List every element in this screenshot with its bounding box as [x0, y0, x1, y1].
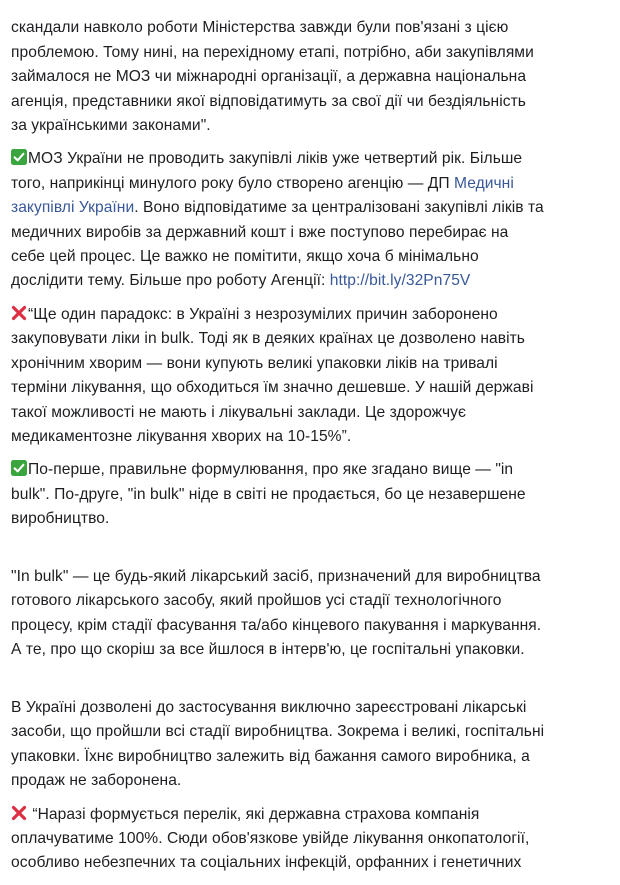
paragraph-text: В Україні дозволені до застосування виключно зареєстровані лікарські засоби, що пройшли всі стадії виробництва. Зокрема і великі, госпітальні упаковки. Їхнє виробництво залежить від бажання самого виробника, а продаж не заборонена.: [11, 698, 545, 790]
post-paragraph: [11, 672, 611, 794]
post-paragraph: [11, 803, 611, 876]
paragraph-text: . Воно відповідатиме за централізовані закупівлі ліків та медичних виробів за державний кошт і вже поступово перебирає на себе цей процес. Це важко не помітити, якщо хоча б мінімально дослідити тему. Більше про роботу Агенції:: [11, 199, 544, 290]
cross-mark-icon: [11, 305, 27, 321]
post-paragraph: [11, 541, 611, 663]
paragraph-text: По-перше, правильне формулювання, про яке згадано вище — "in bulk". По-друге, "in bulk" ніде в світі не продається, бо це незавершене виробництво.: [11, 461, 526, 528]
check-mark-icon: [11, 460, 27, 476]
post-paragraph: [11, 458, 611, 531]
post-paragraph: [11, 147, 611, 293]
agency-link[interactable]: Медичні закупівлі України: [11, 174, 514, 217]
paragraph-text: скандали навколо роботи Міністерства завжди були пов'язані з цією проблемою. Тому нині, на перехідному етапі, потрібно, аби закупівлями займалося не МОЗ чи міжнародні організації, а державна національна агенція, представники якої відповідатимуть за свої дії чи бездіяльність за українськими законами".: [11, 19, 534, 135]
paragraph-text: “Ще один парадокс: в Україні з незрозумілих причин заборонено закуповувати ліки in bulk. Тоді як в деяких країнах це дозволено навіть хронічним хворим — вони купують великі упаковки ліків на тривалі терміни лікування, що обходиться їм значно дешевше. У нашій державі такої можливості не мають і лікувальні заклади. Це здорожчує медикаментозне лікування хворих на 10-15%”.: [11, 305, 534, 445]
post-paragraph: [11, 0, 611, 138]
cross-mark-icon: [11, 805, 27, 821]
agency-info-url-link[interactable]: http://bit.ly/32Pn75V: [329, 272, 471, 290]
paragraph-text: МОЗ України не проводить закупівлі ліків уже четвертий рік. Більше того, наприкінці минулого року було створено агенцію — ДП: [11, 150, 523, 192]
check-mark-icon: [11, 149, 27, 165]
paragraph-text: “Наразі формується перелік, які державна страхова компанія оплачуватиме 100%. Сюди обов'язкове увійде лікування онкопатології, особливо небезпечних та соціальних інфекцій, орфанних і генетичних: [11, 805, 530, 872]
paragraph-text: "In bulk" — це будь-який лікарський засіб, призначений для виробництва готового лікарського засобу, який пройшов усі стадії технологічного процесу, крім стадії фасування та/або кінцевого пакування і маркування. А те, про що скоріш за все йшлося в інтерв'ю, це госпітальні упаковки.: [11, 567, 542, 659]
post-paragraph: [11, 303, 611, 449]
post-body: [11, 0, 611, 885]
